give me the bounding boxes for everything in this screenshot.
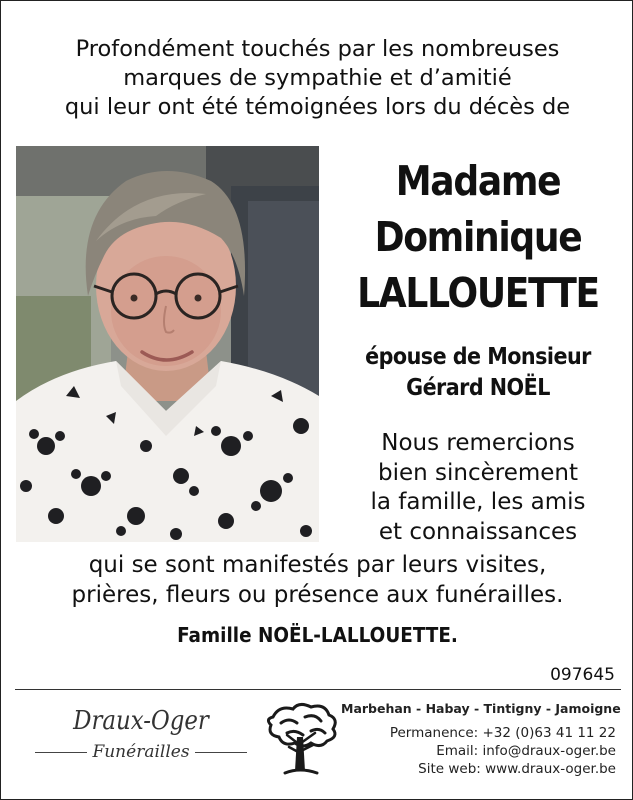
email: Email: info@draux-oger.be bbox=[436, 743, 616, 759]
spouse-line: Gérard NOËL bbox=[406, 375, 550, 401]
funeral-home-logo bbox=[31, 705, 251, 765]
name-line: Dominique bbox=[374, 213, 582, 261]
portrait-photo bbox=[16, 146, 319, 542]
spouse-line: épouse de Monsieur bbox=[365, 344, 591, 370]
spouse-text bbox=[339, 342, 618, 404]
tree-icon bbox=[259, 697, 343, 781]
divider bbox=[15, 689, 621, 690]
intro-line: qui leur ont été témoignées lors du décès de bbox=[64, 94, 571, 120]
logo-rule-left bbox=[35, 752, 87, 753]
name-line: LALLOUETTE bbox=[357, 269, 599, 317]
logo-rule-right bbox=[195, 752, 247, 753]
locations: Marbehan - Habay - Tintigny - Jamoigne bbox=[341, 701, 621, 716]
contact-info bbox=[341, 700, 621, 778]
intro-line: Profondément touchés par les nombreuses bbox=[75, 36, 560, 62]
thanks-line: la famille, les amis bbox=[370, 489, 586, 515]
thanks-line: prières, fleurs ou présence aux funérailles. bbox=[71, 582, 564, 608]
reference-number: 097645 bbox=[550, 665, 615, 685]
deceased-name bbox=[342, 153, 615, 321]
thanks-line: et connaissances bbox=[378, 518, 578, 545]
family-signature: Famille NOËL-LALLOUETTE. bbox=[177, 623, 458, 647]
website: Site web: www.draux-oger.be bbox=[418, 761, 616, 777]
thanks-line: bien sincèrement bbox=[377, 459, 579, 486]
intro-text bbox=[1, 35, 633, 122]
thanks-line: Nous remercions bbox=[381, 430, 575, 456]
phone: Permanence: +32 (0)63 41 11 22 bbox=[389, 725, 616, 741]
name-line: Madame bbox=[395, 157, 561, 205]
thanks-line: qui se sont manifestés par leurs visites, bbox=[88, 552, 547, 578]
funeral-home-subtitle: Funérailles bbox=[92, 742, 190, 762]
thanks-continued bbox=[1, 550, 633, 610]
intro-line: marques de sympathie et d’amitié bbox=[123, 65, 512, 91]
thanks-text bbox=[323, 429, 633, 547]
funeral-home-name: Draux-Oger bbox=[73, 706, 209, 736]
